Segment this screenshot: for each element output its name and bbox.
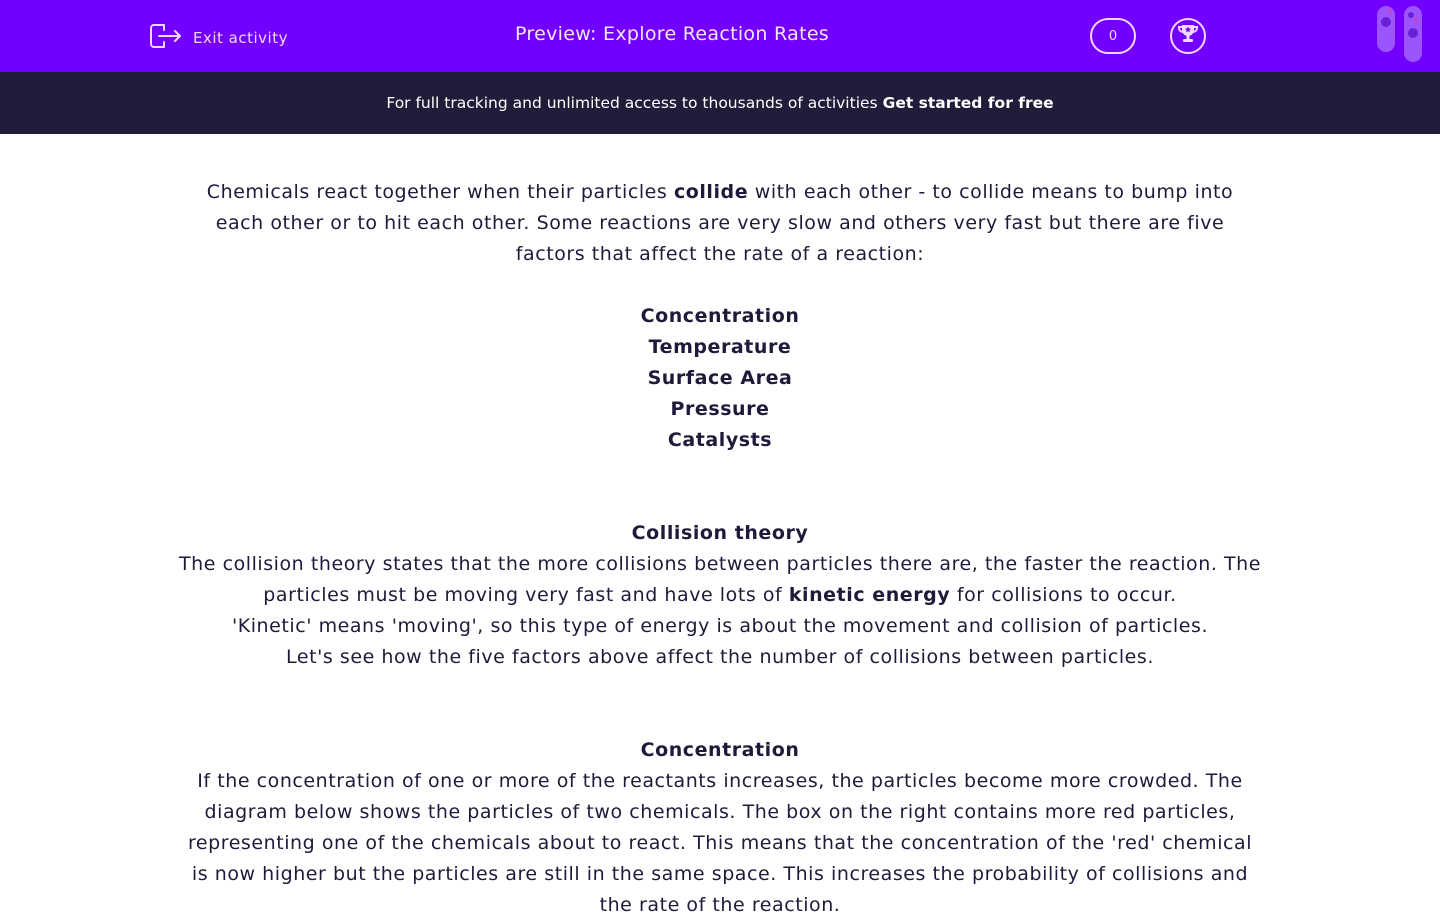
text-segment: The collision theory states that the more collisions between particles there are, the faster the reaction. The	[179, 553, 1261, 575]
factor-item: Surface Area	[647, 367, 793, 389]
text-line	[0, 580, 1440, 611]
text-line	[0, 828, 1440, 859]
intro-paragraph	[0, 177, 1440, 270]
text-segment: each other or to hit each other. Some reactions are very slow and others very fast but there are five	[215, 212, 1225, 234]
exit-label: Exit activity	[193, 29, 288, 47]
banner-text: For full tracking and unlimited access to thousands of activities	[386, 94, 878, 112]
page-title: Preview: Explore Reaction Rates	[514, 23, 830, 45]
text-segment: for collisions to occur.	[950, 584, 1177, 606]
text-segment: factors that affect the rate of a reaction:	[515, 243, 925, 265]
concentration-heading: Concentration	[640, 739, 800, 761]
collision-paragraph	[0, 549, 1440, 673]
signup-banner	[0, 72, 1440, 134]
text-line	[0, 549, 1440, 580]
text-line	[0, 890, 1440, 921]
bold-term: collide	[673, 181, 749, 203]
top-bar	[0, 0, 1440, 72]
score-badge: 0	[1090, 18, 1136, 54]
text-segment: representing one of the chemicals about to react. This means that the concentration of the 'red' chemical	[187, 832, 1253, 854]
trophy-button[interactable]	[1170, 18, 1206, 54]
factor-item: Pressure	[670, 398, 770, 420]
factors-list	[0, 301, 1440, 456]
text-segment: is now higher but the particles are still in the same space. This increases the probability of collisions and	[191, 863, 1249, 885]
text-segment: If the concentration of one or more of the reactants increases, the particles become more crowded. The	[197, 770, 1243, 792]
factor-item: Temperature	[648, 336, 792, 358]
concentration-paragraph	[0, 766, 1440, 921]
text-line	[0, 859, 1440, 890]
text-segment: Let's see how the five factors above affect the number of collisions between particles.	[286, 646, 1154, 668]
text-segment: the rate of the reaction.	[599, 894, 841, 916]
text-line	[0, 797, 1440, 828]
get-started-link[interactable]: Get started for free	[882, 94, 1054, 112]
text-line	[0, 177, 1440, 208]
text-segment: Chemicals react together when their particles	[206, 181, 674, 203]
text-line	[0, 208, 1440, 239]
text-line	[0, 642, 1440, 673]
text-line	[0, 766, 1440, 797]
activity-content	[0, 177, 1440, 921]
bold-term: kinetic energy	[788, 584, 951, 606]
text-line	[0, 611, 1440, 642]
collision-heading: Collision theory	[631, 522, 809, 544]
text-segment: diagram below shows the particles of two chemicals. The box on the right contains more red particles,	[204, 801, 1236, 823]
text-segment: 'Kinetic' means 'moving', so this type of energy is about the movement and collision of particles.	[231, 615, 1209, 637]
factor-item: Catalysts	[667, 429, 773, 451]
text-segment: particles must be moving very fast and have lots of	[263, 584, 789, 606]
trophy-icon	[1177, 23, 1199, 49]
text-line	[0, 239, 1440, 270]
factor-item: Concentration	[640, 305, 800, 327]
text-segment: with each other - to collide means to bump into	[748, 181, 1234, 203]
test-tubes-logo	[1376, 6, 1440, 68]
